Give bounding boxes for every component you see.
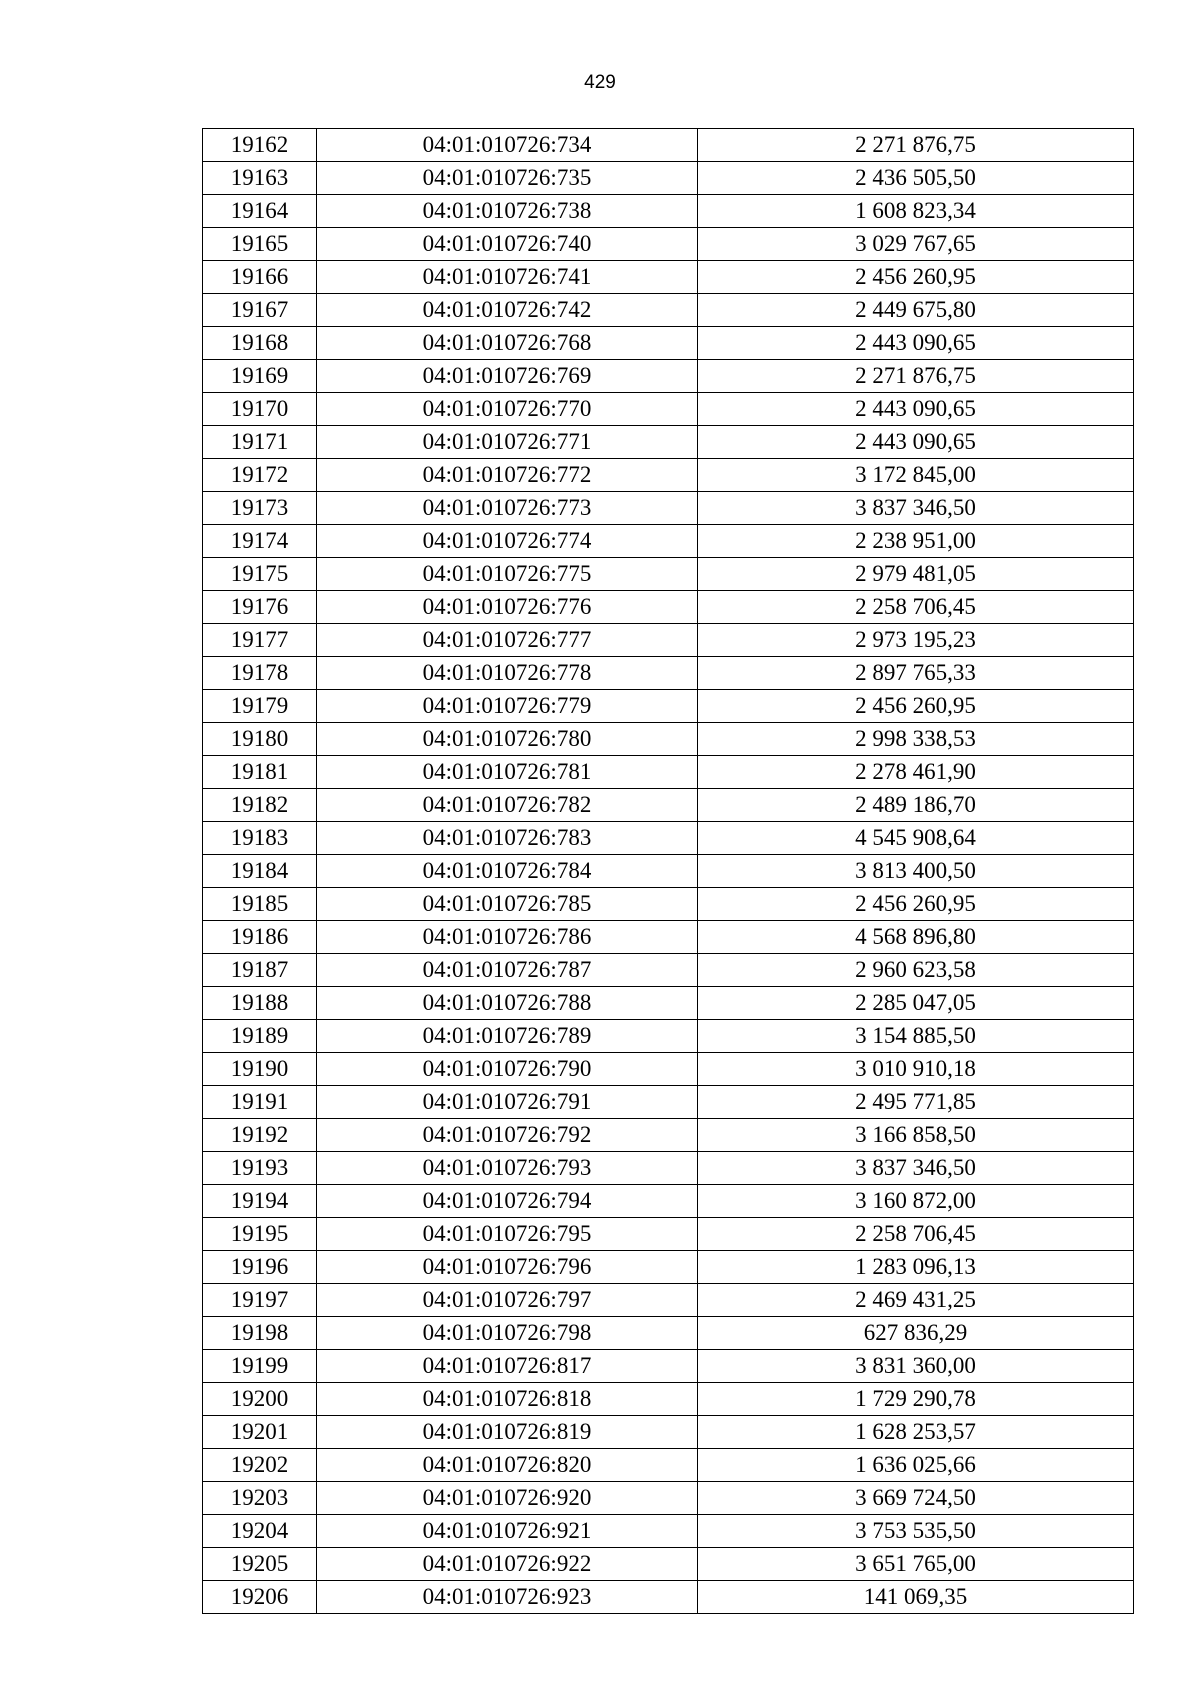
table-row [203, 1449, 1134, 1482]
cadastral-value-table [202, 128, 1134, 1614]
row-number-cell: 19188 [203, 987, 317, 1020]
cadastral-number-cell: 04:01:010726:740 [317, 228, 698, 261]
row-number-cell: 19187 [203, 954, 317, 987]
table-row [203, 690, 1134, 723]
row-number-cell: 19180 [203, 723, 317, 756]
cadastral-number-cell: 04:01:010726:788 [317, 987, 698, 1020]
table-row [203, 1515, 1134, 1548]
table-row [203, 426, 1134, 459]
row-number-cell: 19166 [203, 261, 317, 294]
row-number-cell: 19192 [203, 1119, 317, 1152]
cadastral-value-cell: 4 545 908,64 [698, 822, 1134, 855]
cadastral-number-cell: 04:01:010726:738 [317, 195, 698, 228]
row-number-cell: 19163 [203, 162, 317, 195]
row-number-cell: 19199 [203, 1350, 317, 1383]
cadastral-value-cell: 2 285 047,05 [698, 987, 1134, 1020]
cadastral-number-cell: 04:01:010726:787 [317, 954, 698, 987]
table-row [203, 855, 1134, 888]
table-row [203, 129, 1134, 162]
cadastral-value-cell: 2 278 461,90 [698, 756, 1134, 789]
row-number-cell: 19174 [203, 525, 317, 558]
table-row [203, 195, 1134, 228]
table-row [203, 1185, 1134, 1218]
table-row [203, 987, 1134, 1020]
cadastral-number-cell: 04:01:010726:786 [317, 921, 698, 954]
cadastral-number-cell: 04:01:010726:782 [317, 789, 698, 822]
table-row [203, 525, 1134, 558]
row-number-cell: 19172 [203, 459, 317, 492]
table-row [203, 558, 1134, 591]
row-number-cell: 19165 [203, 228, 317, 261]
cadastral-number-cell: 04:01:010726:771 [317, 426, 698, 459]
cadastral-value-cell: 3 753 535,50 [698, 1515, 1134, 1548]
cadastral-number-cell: 04:01:010726:769 [317, 360, 698, 393]
cadastral-number-cell: 04:01:010726:770 [317, 393, 698, 426]
table-row [203, 360, 1134, 393]
cadastral-value-cell: 2 897 765,33 [698, 657, 1134, 690]
cadastral-value-cell: 1 608 823,34 [698, 195, 1134, 228]
cadastral-value-cell: 627 836,29 [698, 1317, 1134, 1350]
cadastral-value-cell: 2 973 195,23 [698, 624, 1134, 657]
cadastral-value-cell: 2 456 260,95 [698, 261, 1134, 294]
row-number-cell: 19179 [203, 690, 317, 723]
cadastral-number-cell: 04:01:010726:795 [317, 1218, 698, 1251]
cadastral-value-cell: 2 495 771,85 [698, 1086, 1134, 1119]
cadastral-number-cell: 04:01:010726:819 [317, 1416, 698, 1449]
row-number-cell: 19167 [203, 294, 317, 327]
table-row [203, 327, 1134, 360]
cadastral-number-cell: 04:01:010726:775 [317, 558, 698, 591]
row-number-cell: 19184 [203, 855, 317, 888]
cadastral-number-cell: 04:01:010726:798 [317, 1317, 698, 1350]
cadastral-value-cell: 2 449 675,80 [698, 294, 1134, 327]
table-row [203, 1119, 1134, 1152]
row-number-cell: 19204 [203, 1515, 317, 1548]
cadastral-number-cell: 04:01:010726:778 [317, 657, 698, 690]
table-row [203, 1284, 1134, 1317]
table-row [203, 1350, 1134, 1383]
row-number-cell: 19198 [203, 1317, 317, 1350]
row-number-cell: 19181 [203, 756, 317, 789]
table-row [203, 162, 1134, 195]
table-row [203, 1383, 1134, 1416]
table-row [203, 1053, 1134, 1086]
table-row [203, 756, 1134, 789]
row-number-cell: 19190 [203, 1053, 317, 1086]
table-row [203, 624, 1134, 657]
cadastral-value-cell: 141 069,35 [698, 1581, 1134, 1614]
row-number-cell: 19182 [203, 789, 317, 822]
row-number-cell: 19177 [203, 624, 317, 657]
row-number-cell: 19186 [203, 921, 317, 954]
cadastral-value-cell: 2 271 876,75 [698, 360, 1134, 393]
row-number-cell: 19201 [203, 1416, 317, 1449]
cadastral-number-cell: 04:01:010726:921 [317, 1515, 698, 1548]
cadastral-number-cell: 04:01:010726:796 [317, 1251, 698, 1284]
cadastral-value-cell: 2 979 481,05 [698, 558, 1134, 591]
cadastral-value-cell: 2 258 706,45 [698, 1218, 1134, 1251]
table-row [203, 1317, 1134, 1350]
cadastral-value-cell: 3 837 346,50 [698, 1152, 1134, 1185]
cadastral-value-cell: 3 029 767,65 [698, 228, 1134, 261]
cadastral-value-cell: 3 651 765,00 [698, 1548, 1134, 1581]
cadastral-value-cell: 2 456 260,95 [698, 690, 1134, 723]
table-row [203, 723, 1134, 756]
cadastral-number-cell: 04:01:010726:793 [317, 1152, 698, 1185]
cadastral-number-cell: 04:01:010726:785 [317, 888, 698, 921]
table-row [203, 492, 1134, 525]
cadastral-value-cell: 2 443 090,65 [698, 393, 1134, 426]
row-number-cell: 19171 [203, 426, 317, 459]
cadastral-number-cell: 04:01:010726:741 [317, 261, 698, 294]
row-number-cell: 19185 [203, 888, 317, 921]
cadastral-number-cell: 04:01:010726:773 [317, 492, 698, 525]
cadastral-number-cell: 04:01:010726:922 [317, 1548, 698, 1581]
table-row [203, 822, 1134, 855]
row-number-cell: 19183 [203, 822, 317, 855]
cadastral-number-cell: 04:01:010726:783 [317, 822, 698, 855]
cadastral-value-cell: 2 238 951,00 [698, 525, 1134, 558]
cadastral-value-cell: 2 436 505,50 [698, 162, 1134, 195]
cadastral-number-cell: 04:01:010726:777 [317, 624, 698, 657]
cadastral-value-cell: 3 813 400,50 [698, 855, 1134, 888]
table-row [203, 261, 1134, 294]
cadastral-value-cell: 3 669 724,50 [698, 1482, 1134, 1515]
cadastral-value-cell: 2 271 876,75 [698, 129, 1134, 162]
table-row [203, 1020, 1134, 1053]
cadastral-value-cell: 1 283 096,13 [698, 1251, 1134, 1284]
row-number-cell: 19206 [203, 1581, 317, 1614]
row-number-cell: 19173 [203, 492, 317, 525]
cadastral-value-cell: 2 456 260,95 [698, 888, 1134, 921]
cadastral-number-cell: 04:01:010726:768 [317, 327, 698, 360]
table-body [203, 129, 1134, 1614]
cadastral-value-cell: 1 628 253,57 [698, 1416, 1134, 1449]
cadastral-number-cell: 04:01:010726:923 [317, 1581, 698, 1614]
row-number-cell: 19197 [203, 1284, 317, 1317]
row-number-cell: 19189 [203, 1020, 317, 1053]
table-row [203, 228, 1134, 261]
cadastral-number-cell: 04:01:010726:790 [317, 1053, 698, 1086]
cadastral-value-cell: 2 960 623,58 [698, 954, 1134, 987]
cadastral-number-cell: 04:01:010726:792 [317, 1119, 698, 1152]
row-number-cell: 19195 [203, 1218, 317, 1251]
table-row [203, 789, 1134, 822]
cadastral-value-cell: 3 172 845,00 [698, 459, 1134, 492]
row-number-cell: 19205 [203, 1548, 317, 1581]
cadastral-number-cell: 04:01:010726:818 [317, 1383, 698, 1416]
table-row [203, 921, 1134, 954]
row-number-cell: 19202 [203, 1449, 317, 1482]
row-number-cell: 19162 [203, 129, 317, 162]
table-row [203, 591, 1134, 624]
cadastral-value-cell: 3 010 910,18 [698, 1053, 1134, 1086]
cadastral-number-cell: 04:01:010726:791 [317, 1086, 698, 1119]
table-row [203, 888, 1134, 921]
cadastral-value-cell: 2 443 090,65 [698, 426, 1134, 459]
table-row [203, 1416, 1134, 1449]
table-row [203, 393, 1134, 426]
row-number-cell: 19191 [203, 1086, 317, 1119]
row-number-cell: 19194 [203, 1185, 317, 1218]
cadastral-value-cell: 1 636 025,66 [698, 1449, 1134, 1482]
cadastral-number-cell: 04:01:010726:779 [317, 690, 698, 723]
cadastral-value-cell: 2 258 706,45 [698, 591, 1134, 624]
cadastral-value-cell: 3 154 885,50 [698, 1020, 1134, 1053]
cadastral-number-cell: 04:01:010726:734 [317, 129, 698, 162]
cadastral-number-cell: 04:01:010726:781 [317, 756, 698, 789]
cadastral-value-cell: 3 160 872,00 [698, 1185, 1134, 1218]
cadastral-number-cell: 04:01:010726:794 [317, 1185, 698, 1218]
cadastral-number-cell: 04:01:010726:776 [317, 591, 698, 624]
row-number-cell: 19196 [203, 1251, 317, 1284]
row-number-cell: 19176 [203, 591, 317, 624]
cadastral-value-cell: 3 837 346,50 [698, 492, 1134, 525]
cadastral-value-cell: 3 166 858,50 [698, 1119, 1134, 1152]
cadastral-number-cell: 04:01:010726:742 [317, 294, 698, 327]
cadastral-number-cell: 04:01:010726:774 [317, 525, 698, 558]
row-number-cell: 19170 [203, 393, 317, 426]
page-number: 429 [584, 72, 616, 93]
cadastral-number-cell: 04:01:010726:797 [317, 1284, 698, 1317]
table-row [203, 1152, 1134, 1185]
row-number-cell: 19169 [203, 360, 317, 393]
cadastral-number-cell: 04:01:010726:789 [317, 1020, 698, 1053]
table-row [203, 459, 1134, 492]
table-row [203, 1482, 1134, 1515]
cadastral-number-cell: 04:01:010726:820 [317, 1449, 698, 1482]
table-row [203, 1218, 1134, 1251]
table-row [203, 1086, 1134, 1119]
cadastral-value-cell: 2 998 338,53 [698, 723, 1134, 756]
cadastral-number-cell: 04:01:010726:817 [317, 1350, 698, 1383]
row-number-cell: 19200 [203, 1383, 317, 1416]
row-number-cell: 19175 [203, 558, 317, 591]
row-number-cell: 19178 [203, 657, 317, 690]
row-number-cell: 19168 [203, 327, 317, 360]
table-row [203, 657, 1134, 690]
cadastral-number-cell: 04:01:010726:772 [317, 459, 698, 492]
cadastral-value-cell: 2 469 431,25 [698, 1284, 1134, 1317]
cadastral-number-cell: 04:01:010726:780 [317, 723, 698, 756]
table-row [203, 1548, 1134, 1581]
cadastral-number-cell: 04:01:010726:920 [317, 1482, 698, 1515]
row-number-cell: 19193 [203, 1152, 317, 1185]
table-row [203, 1251, 1134, 1284]
cadastral-number-cell: 04:01:010726:784 [317, 855, 698, 888]
table-row [203, 294, 1134, 327]
row-number-cell: 19164 [203, 195, 317, 228]
row-number-cell: 19203 [203, 1482, 317, 1515]
table-row [203, 954, 1134, 987]
cadastral-value-cell: 2 489 186,70 [698, 789, 1134, 822]
table-row [203, 1581, 1134, 1614]
cadastral-number-cell: 04:01:010726:735 [317, 162, 698, 195]
cadastral-value-cell: 4 568 896,80 [698, 921, 1134, 954]
cadastral-value-cell: 2 443 090,65 [698, 327, 1134, 360]
cadastral-value-cell: 1 729 290,78 [698, 1383, 1134, 1416]
cadastral-value-cell: 3 831 360,00 [698, 1350, 1134, 1383]
